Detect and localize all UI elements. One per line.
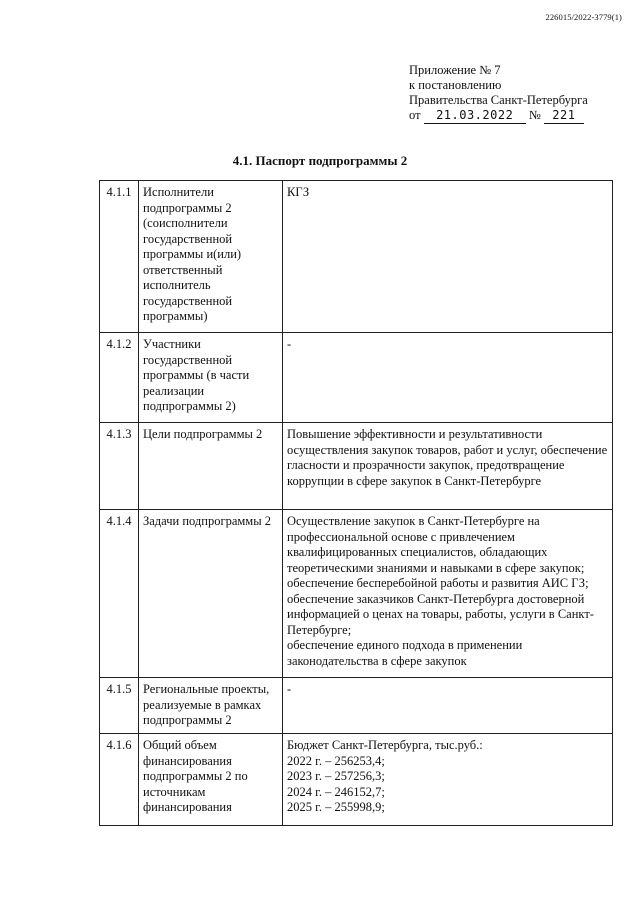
- resolution-number: 221: [544, 108, 584, 124]
- content-line: -: [287, 337, 292, 351]
- row-content: [283, 333, 613, 423]
- from-label: от: [409, 108, 421, 122]
- passport-table: [99, 180, 613, 826]
- row-number: 4.1.3: [100, 423, 139, 510]
- content-line: 2023 г. – 257256,3;: [287, 769, 385, 783]
- content-line: обеспечение единого подхода в применении законодательства в сфере закупок: [287, 638, 523, 668]
- appendix-resolution-line: к постановлению: [409, 78, 502, 92]
- content-line: Повышение эффективности и результативности осуществления закупок товаров, работ и услуг, обеспечение гласности и прозрачности закупок, предотвращение коррупции в сфере закупок в Санкт-Петербурге: [287, 427, 608, 488]
- row-label: Участники государственной программы (в части реализации подпрограммы 2): [139, 333, 283, 423]
- content-line: обеспечение бесперебойной работы и развития АИС ГЗ;: [287, 576, 589, 590]
- content-line: КГЗ: [287, 185, 310, 199]
- row-number: 4.1.4: [100, 510, 139, 678]
- content-line: -: [287, 682, 292, 696]
- content-line: Бюджет Санкт-Петербурга, тыс.руб.:: [287, 738, 483, 752]
- content-line: Осуществление закупок в Санкт-Петербурге на профессиональной основе с привлечением квалифицированных специалистов, обладающих теоретическими знаниями и навыками в сфере закупок;: [287, 514, 585, 575]
- document-registration-number: 226015/2022-3779(1): [545, 12, 622, 22]
- table-row: [100, 181, 613, 333]
- resolution-date: 21.03.2022: [424, 108, 526, 124]
- row-label: Общий объем финансирования подпрограммы 2 по источникам финансирования: [139, 734, 283, 826]
- row-content: [283, 181, 613, 333]
- content-line: 2022 г. – 256253,4;: [287, 753, 385, 768]
- appendix-government-line: Правительства Санкт-Петербурга: [409, 93, 588, 107]
- row-number: 4.1.5: [100, 678, 139, 734]
- row-label: Цели подпрограммы 2: [139, 423, 283, 510]
- table-row: [100, 678, 613, 734]
- appendix-header: [409, 63, 588, 124]
- table-row: [100, 510, 613, 678]
- row-content: [283, 678, 613, 734]
- row-label: Задачи подпрограммы 2: [139, 510, 283, 678]
- row-number: 4.1.1: [100, 181, 139, 333]
- appendix-date-line: [409, 108, 588, 124]
- row-number: 4.1.6: [100, 734, 139, 826]
- row-content: [283, 510, 613, 678]
- table-row: [100, 734, 613, 826]
- page-title: 4.1. Паспорт подпрограммы 2: [232, 153, 408, 168]
- content-line: 2025 г. – 255998,9;: [287, 800, 385, 814]
- row-label: Исполнители подпрограммы 2 (соисполнители государственной программы и(или) ответственный исполнитель государственной программы): [139, 181, 283, 333]
- content-line: обеспечение заказчиков Санкт-Петербурга достоверной информацией о ценах на товары, работы, услуги в Санкт-Петербурге;: [287, 591, 594, 637]
- appendix-title: Приложение № 7: [409, 63, 501, 77]
- row-label: Региональные проекты, реализуемые в рамках подпрограммы 2: [139, 678, 283, 734]
- table-row: [100, 333, 613, 423]
- content-line: 2024 г. – 246152,7;: [287, 784, 385, 799]
- row-content: [283, 734, 613, 826]
- row-number: 4.1.2: [100, 333, 139, 423]
- table-row: [100, 423, 613, 510]
- number-label: №: [528, 108, 541, 122]
- row-content: [283, 423, 613, 510]
